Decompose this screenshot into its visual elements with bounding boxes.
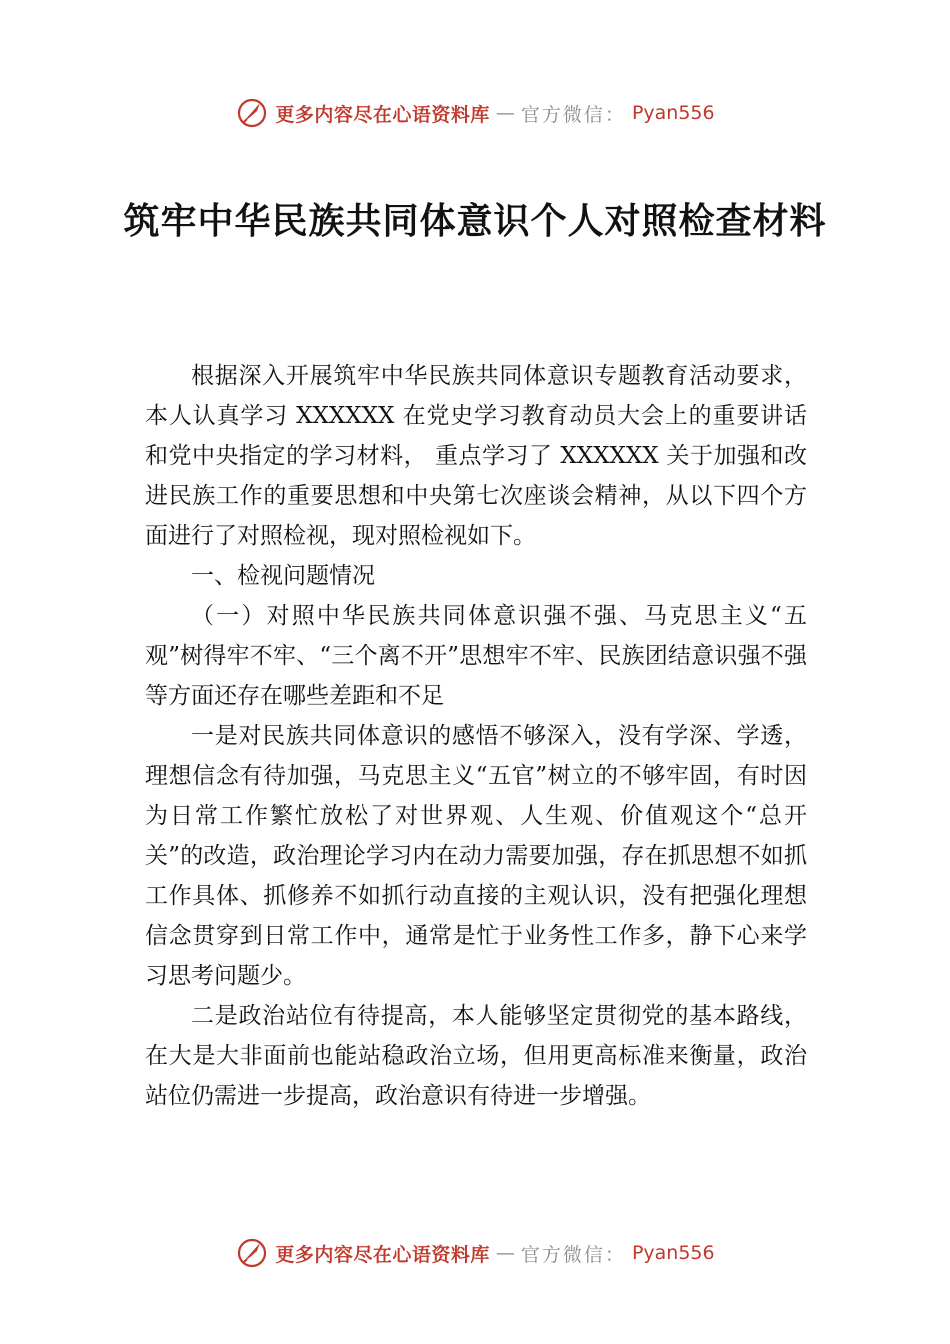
header-watermark: [0, 96, 950, 130]
watermark-main-text: 更多内容尽在心语资料库: [275, 1243, 490, 1266]
quill-pen-logo-icon: [235, 1236, 269, 1270]
document-body: [145, 356, 807, 1116]
paragraph-intro: 根据深入开展筑牢中华民族共同体意识专题教育活动要求，本人认真学习 XXXXXX 在党史学习教育动员大会上的重要讲话和党中央指定的学习材料， 重点学习了 XXXXXX 关于加强和改进民族工作的重要思想和中央第七次座谈会精神，从以下四个方面进行了对照检视，现对照检视如下。: [145, 363, 807, 549]
watermark-wechat-id: Pyan556: [631, 1242, 715, 1264]
quill-pen-logo-icon: [235, 96, 269, 130]
watermark-wechat-id: Pyan556: [631, 102, 715, 124]
watermark-main-text: 更多内容尽在心语资料库: [275, 103, 490, 126]
watermark-label: 官方微信：: [520, 103, 626, 126]
subsection-heading: （一）对照中华民族共同体意识强不强、马克思主义“五观”树得牢不牢、“三个离不开”思想牢不牢、民族团结意识强不强等方面还存在哪些差距和不足: [145, 603, 807, 709]
paragraph-point-two: 二是政治站位有待提高，本人能够坚定贯彻党的基本路线，在大是大非面前也能站稳政治立场，但用更高标准来衡量，政治站位仍需进一步提高，政治意识有待进一步增强。: [145, 1003, 807, 1109]
document-title: 筑牢中华民族共同体意识个人对照检查材料: [123, 200, 827, 242]
watermark-separator: —: [495, 1242, 515, 1264]
watermark-label: 官方微信：: [520, 1243, 626, 1266]
footer-watermark: [0, 1236, 950, 1270]
section-heading: 一、检视问题情况: [191, 563, 375, 589]
paragraph-point-one: 一是对民族共同体意识的感悟不够深入，没有学深、学透，理想信念有待加强，马克思主义“五官”树立的不够牢固，有时因为日常工作繁忙放松了对世界观、人生观、价值观这个“总开关”的改造，政治理论学习内在动力需要加强，存在抓思想不如抓工作具体、抓修养不如抓行动直接的主观认识，没有把强化理想信念贯穿到日常工作中，通常是忙于业务性工作多，静下心来学习思考问题少。: [145, 723, 807, 989]
watermark-separator: —: [495, 102, 515, 124]
